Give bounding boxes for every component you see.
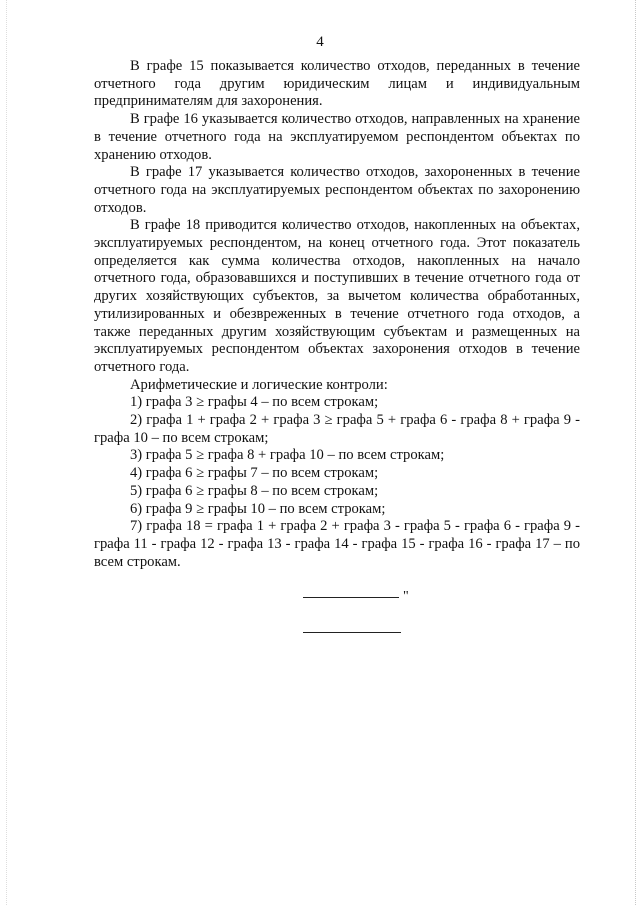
control-item-3: 3) графа 5 ≥ графа 8 + графа 10 – по всем строкам; [130,447,445,464]
control-item-1: 1) графа 3 ≥ графы 4 – по всем строкам; [130,394,379,411]
page-number: 4 [316,34,324,50]
paragraph-grafa-15: В графе 15 показывается количество отходов, переданных в течение отчетного года другим юридическим лицам и индивидуальным предпринимателям для захоронения. [94,58,580,110]
control-item-7: 7) графа 18 = графа 1 + графа 2 + графа 3 - графа 5 - графа 6 - графа 9 - графа 11 - графа 12 - графа 13 - графа 14 - графа 15 - графа 16 - графа 17 – по всем строкам. [94,518,580,570]
closing-line-top [303,597,399,598]
closing-line-bottom [303,632,401,633]
scan-edge-right [635,0,636,905]
control-item-5: 5) графа 6 ≥ графы 8 – по всем строкам; [130,482,379,499]
controls-heading: Арифметические и логические контроли: [130,376,388,393]
control-item-4: 4) графа 6 ≥ графы 7 – по всем строкам; [130,465,379,482]
paragraph-grafa-16: В графе 16 указывается количество отходов, направленных на хранение в течение отчетного года на эксплуатируемом респондентом объектах по хранению отходов. [94,111,580,163]
scan-edge-left [6,0,7,905]
control-item-6: 6) графа 9 ≥ графы 10 – по всем строкам; [130,500,386,517]
paragraph-grafa-18: В графе 18 приводится количество отходов, накопленных на объектах, эксплуатируемых респондентом, на конец отчетного года. Этот показатель определяется как сумма количества отходов, накопленных на начало отчетного года, образовавшихся и поступивших в течение отчетного года от других хозяйствующих субъектов, за вычетом количества обработанных, утилизированных и обезвреженных в течение отчетного года отходов, а также переданных другим хозяйствующим субъектам и размещенных на эксплуатируемых респондентом объектах захоронения отходов в течение отчетного года. [94,217,580,375]
closing-quote-mark: " [403,589,409,604]
paragraph-grafa-17: В графе 17 указывается количество отходов, захороненных в течение отчетного года на эксплуатируемых респондентом объектах по захоронению отходов. [94,164,580,216]
control-item-2: 2) графа 1 + графа 2 + графа 3 ≥ графа 5 + графа 6 - графа 8 + графа 9 - графа 10 – по всем строкам; [94,412,580,446]
document-body [94,58,580,571]
closing-lines [303,584,423,644]
